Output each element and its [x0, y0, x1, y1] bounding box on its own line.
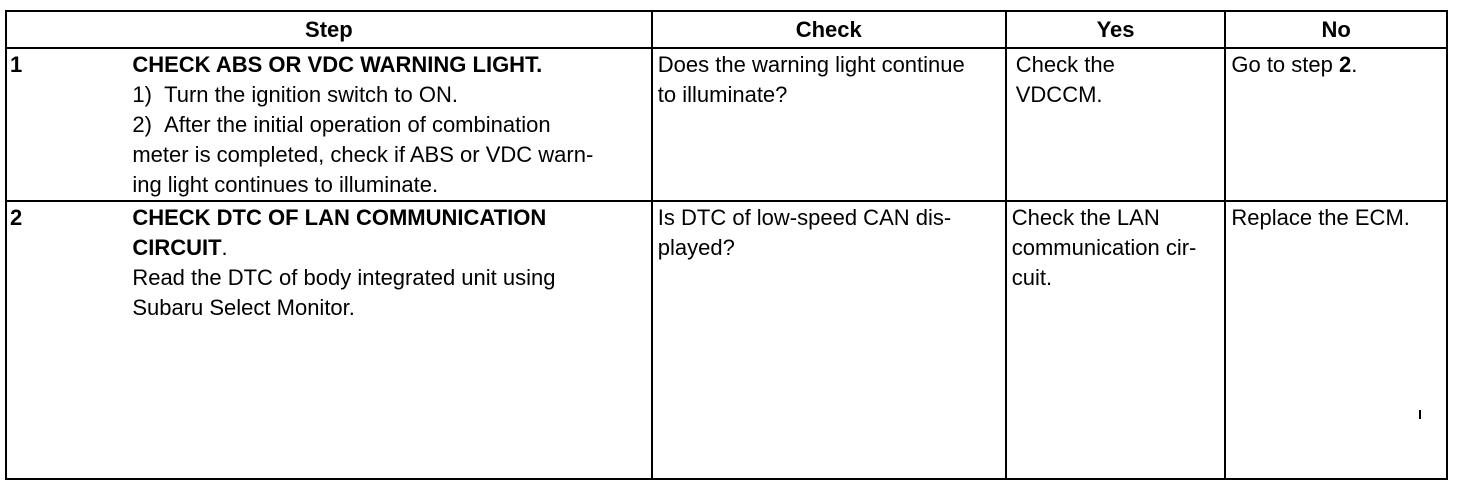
diagnostic-table [5, 10, 1448, 480]
no-cell [1225, 201, 1447, 479]
no-text: Replace the ECM. [1231, 205, 1410, 230]
step-number: 1 [6, 48, 124, 201]
table-row [6, 201, 1447, 479]
step-title-continued: CIRCUIT [132, 235, 222, 260]
step-title: CHECK ABS OR VDC WARNING LIGHT. [132, 52, 543, 77]
yes-line: cuit. [1011, 265, 1053, 290]
header-check: Check [652, 11, 1006, 48]
step-description [124, 201, 651, 479]
step-line: 1) Turn the ignition switch to ON. [132, 82, 458, 107]
check-cell [652, 201, 1006, 479]
check-cell [652, 48, 1006, 201]
header-no: No [1225, 11, 1447, 48]
check-line: Is DTC of low-speed CAN dis- [657, 205, 952, 230]
step-title: CHECK DTC OF LAN COMMUNICATION [132, 205, 547, 230]
header-row [6, 11, 1447, 48]
check-line: Does the warning light continue [657, 52, 965, 77]
stray-mark [1419, 410, 1421, 419]
no-cell [1225, 48, 1447, 201]
step-reference: 2 [1338, 52, 1352, 77]
yes-line: Check the [1015, 52, 1115, 77]
no-text-suffix: . [1351, 52, 1358, 77]
header-yes: Yes [1006, 11, 1226, 48]
table-row [6, 48, 1447, 201]
check-line: to illuminate? [657, 82, 788, 107]
yes-cell [1006, 48, 1226, 201]
step-line: Subaru Select Monitor. [132, 295, 355, 320]
yes-line: VDCCM. [1015, 82, 1103, 107]
yes-cell [1006, 201, 1226, 479]
step-number: 2 [6, 201, 124, 479]
step-line: Read the DTC of body integrated unit using [132, 265, 556, 290]
check-line: played? [657, 235, 735, 260]
no-text: Go to step [1231, 52, 1339, 77]
step-line: ing light continues to illuminate. [132, 172, 439, 197]
step-description [124, 48, 651, 201]
step-title-period: . [221, 235, 228, 260]
step-line: meter is completed, check if ABS or VDC warn- [132, 142, 594, 167]
yes-line: communication cir- [1011, 235, 1197, 260]
yes-line: Check the LAN [1011, 205, 1160, 230]
step-line: 2) After the initial operation of combination [132, 112, 551, 137]
header-step: Step [6, 11, 652, 48]
